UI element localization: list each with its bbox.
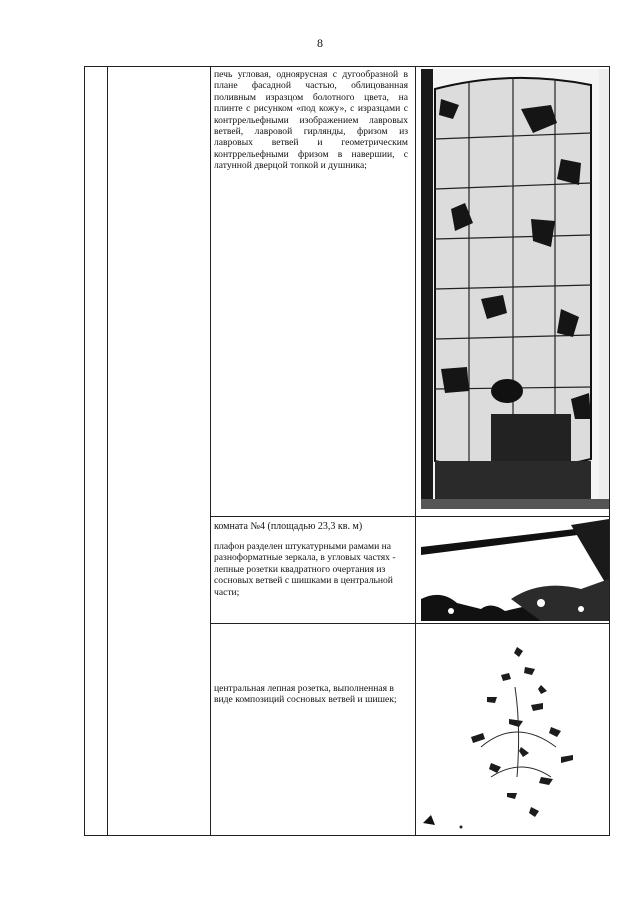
rosette-description: центральная лепная розетка, выполненная в виде композиций сосновых ветвей и шишек; xyxy=(214,683,397,706)
monument-features-table xyxy=(84,66,610,836)
column-divider xyxy=(415,67,416,835)
central-rosette-photo xyxy=(421,627,609,833)
column-divider xyxy=(210,67,211,835)
page-number: 8 xyxy=(317,36,323,50)
row-divider xyxy=(211,516,609,517)
plafond-description: плафон разделен штукатурными рамами на разноформатные зеркала, в угловых частях - лепные розетки квадратного очертания из сосновых ветвей с шишками в центральной части; xyxy=(214,541,396,598)
stove-description: печь угловая, одноярусная с дугообразной в плане фасадной частью, облицованная поливным изразцом болотного цвета, на плинте с рисунком «под кожу», с изразцами с контррельефными изображением лавровых ветвей, лавровой гирлянды, фризом из лавровых ветвей и геометрическим контррельефными фризом в навершии, с латунной дверцой топкой и душника; xyxy=(214,69,408,172)
row-divider xyxy=(211,623,609,624)
corner-tiled-stove-photo xyxy=(421,69,609,509)
room-heading: комната №4 (площадью 23,3 кв. м) xyxy=(214,521,363,532)
ceiling-plafond-photo xyxy=(421,519,609,621)
column-divider xyxy=(107,67,108,835)
